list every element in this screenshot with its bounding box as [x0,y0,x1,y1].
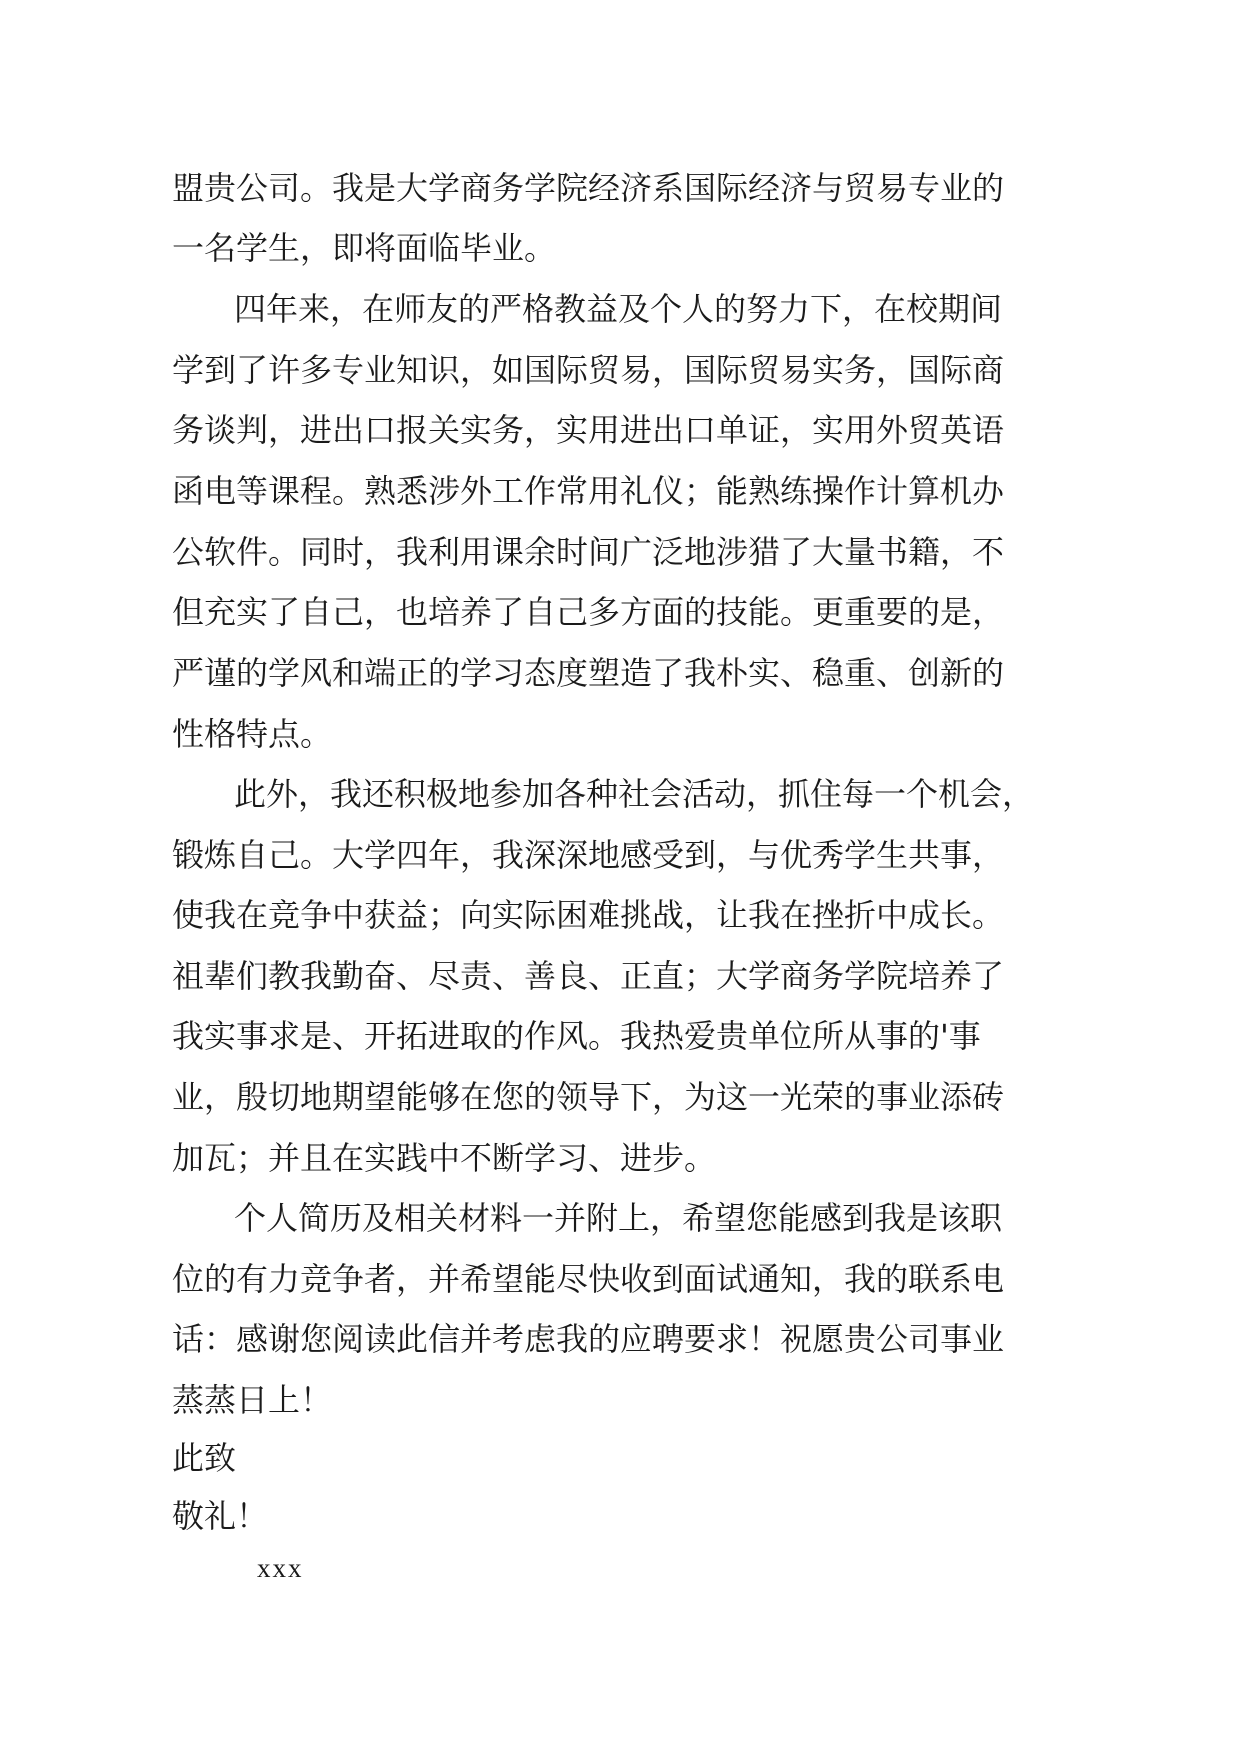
text-line-content: 此外，我还积极地参加各种社会活动，抓住每一个机会， [234,775,1035,813]
text-line [0,522,1241,582]
text-line [0,1067,1241,1127]
text-line-content: 严谨的学风和端正的学习态度塑造了我朴实、稳重、创新的 [172,654,1005,692]
text-line-content: 话：感谢您阅读此信并考虑我的应聘要求！祝愿贵公司事业 [172,1320,1005,1358]
text-line [0,582,1241,642]
paragraph-first-line [0,1188,1241,1248]
text-line-content: 四年来，在师友的严格教益及个人的努力下，在校期间 [234,290,1003,328]
signature: xxx [257,1553,304,1583]
text-line [0,704,1241,764]
text-line-content: 函电等课程。熟悉涉外工作常用礼仪；能熟练操作计算机办 [172,472,1005,510]
text-line-content: 学到了许多专业知识，如国际贸易，国际贸易实务，国际商 [172,351,1005,389]
paragraph-first-line [0,764,1241,824]
text-line-content: 性格特点。 [172,715,333,753]
text-line-content: 敬礼！ [172,1497,269,1535]
text-line [0,1309,1241,1369]
text-line-content: 使我在竞争中获益；向实际困难挑战，让我在挫折中成长。 [172,896,1005,934]
text-line [0,1370,1241,1430]
text-line [0,218,1241,278]
text-line-content: 此致 [172,1439,237,1477]
text-line [0,825,1241,885]
text-line-content: 务谈判，进出口报关实务，实用进出口单证，实用外贸英语 [172,411,1005,449]
text-line-content: 一名学生，即将面临毕业。 [172,229,557,267]
text-line-content: 位的有力竞争者，并希望能尽快收到面试通知，我的联系电 [172,1260,1005,1298]
closing-salutation [0,1428,1241,1488]
closing-regards [0,1486,1241,1546]
text-line [0,340,1241,400]
text-line [0,400,1241,460]
text-line [0,1249,1241,1309]
text-line [0,158,1241,218]
text-line-content: 公软件。同时，我利用课余时间广泛地涉猎了大量书籍，不 [172,533,1005,571]
text-line-content: 加瓦；并且在实践中不断学习、进步。 [172,1139,717,1177]
text-line-content: 祖辈们教我勤奋、尽责、善良、正直；大学商务学院培养了 [172,957,1005,995]
text-line [0,1128,1241,1188]
text-line [0,946,1241,1006]
text-line [0,643,1241,703]
paragraph-first-line [0,279,1241,339]
text-line-content: 业，殷切地期望能够在您的领导下，为这一光荣的事业添砖 [172,1078,1005,1116]
text-line-content: 锻炼自己。大学四年，我深深地感受到，与优秀学生共事， [172,836,1005,874]
text-line-content: 但充实了自己，也培养了自己多方面的技能。更重要的是， [172,593,1005,631]
text-line [0,885,1241,945]
text-line-content: 我实事求是、开拓进取的作风。我热爱贵单位所从事的'事 [172,1017,981,1055]
text-line-content: 个人简历及相关材料一并附上，希望您能感到我是该职 [234,1199,1003,1237]
text-line-content: 蒸蒸日上！ [172,1381,333,1419]
text-line-content: 盟贵公司。我是大学商务学院经济系国际经济与贸易专业的 [172,169,1005,207]
text-line [0,461,1241,521]
text-line [0,1006,1241,1066]
